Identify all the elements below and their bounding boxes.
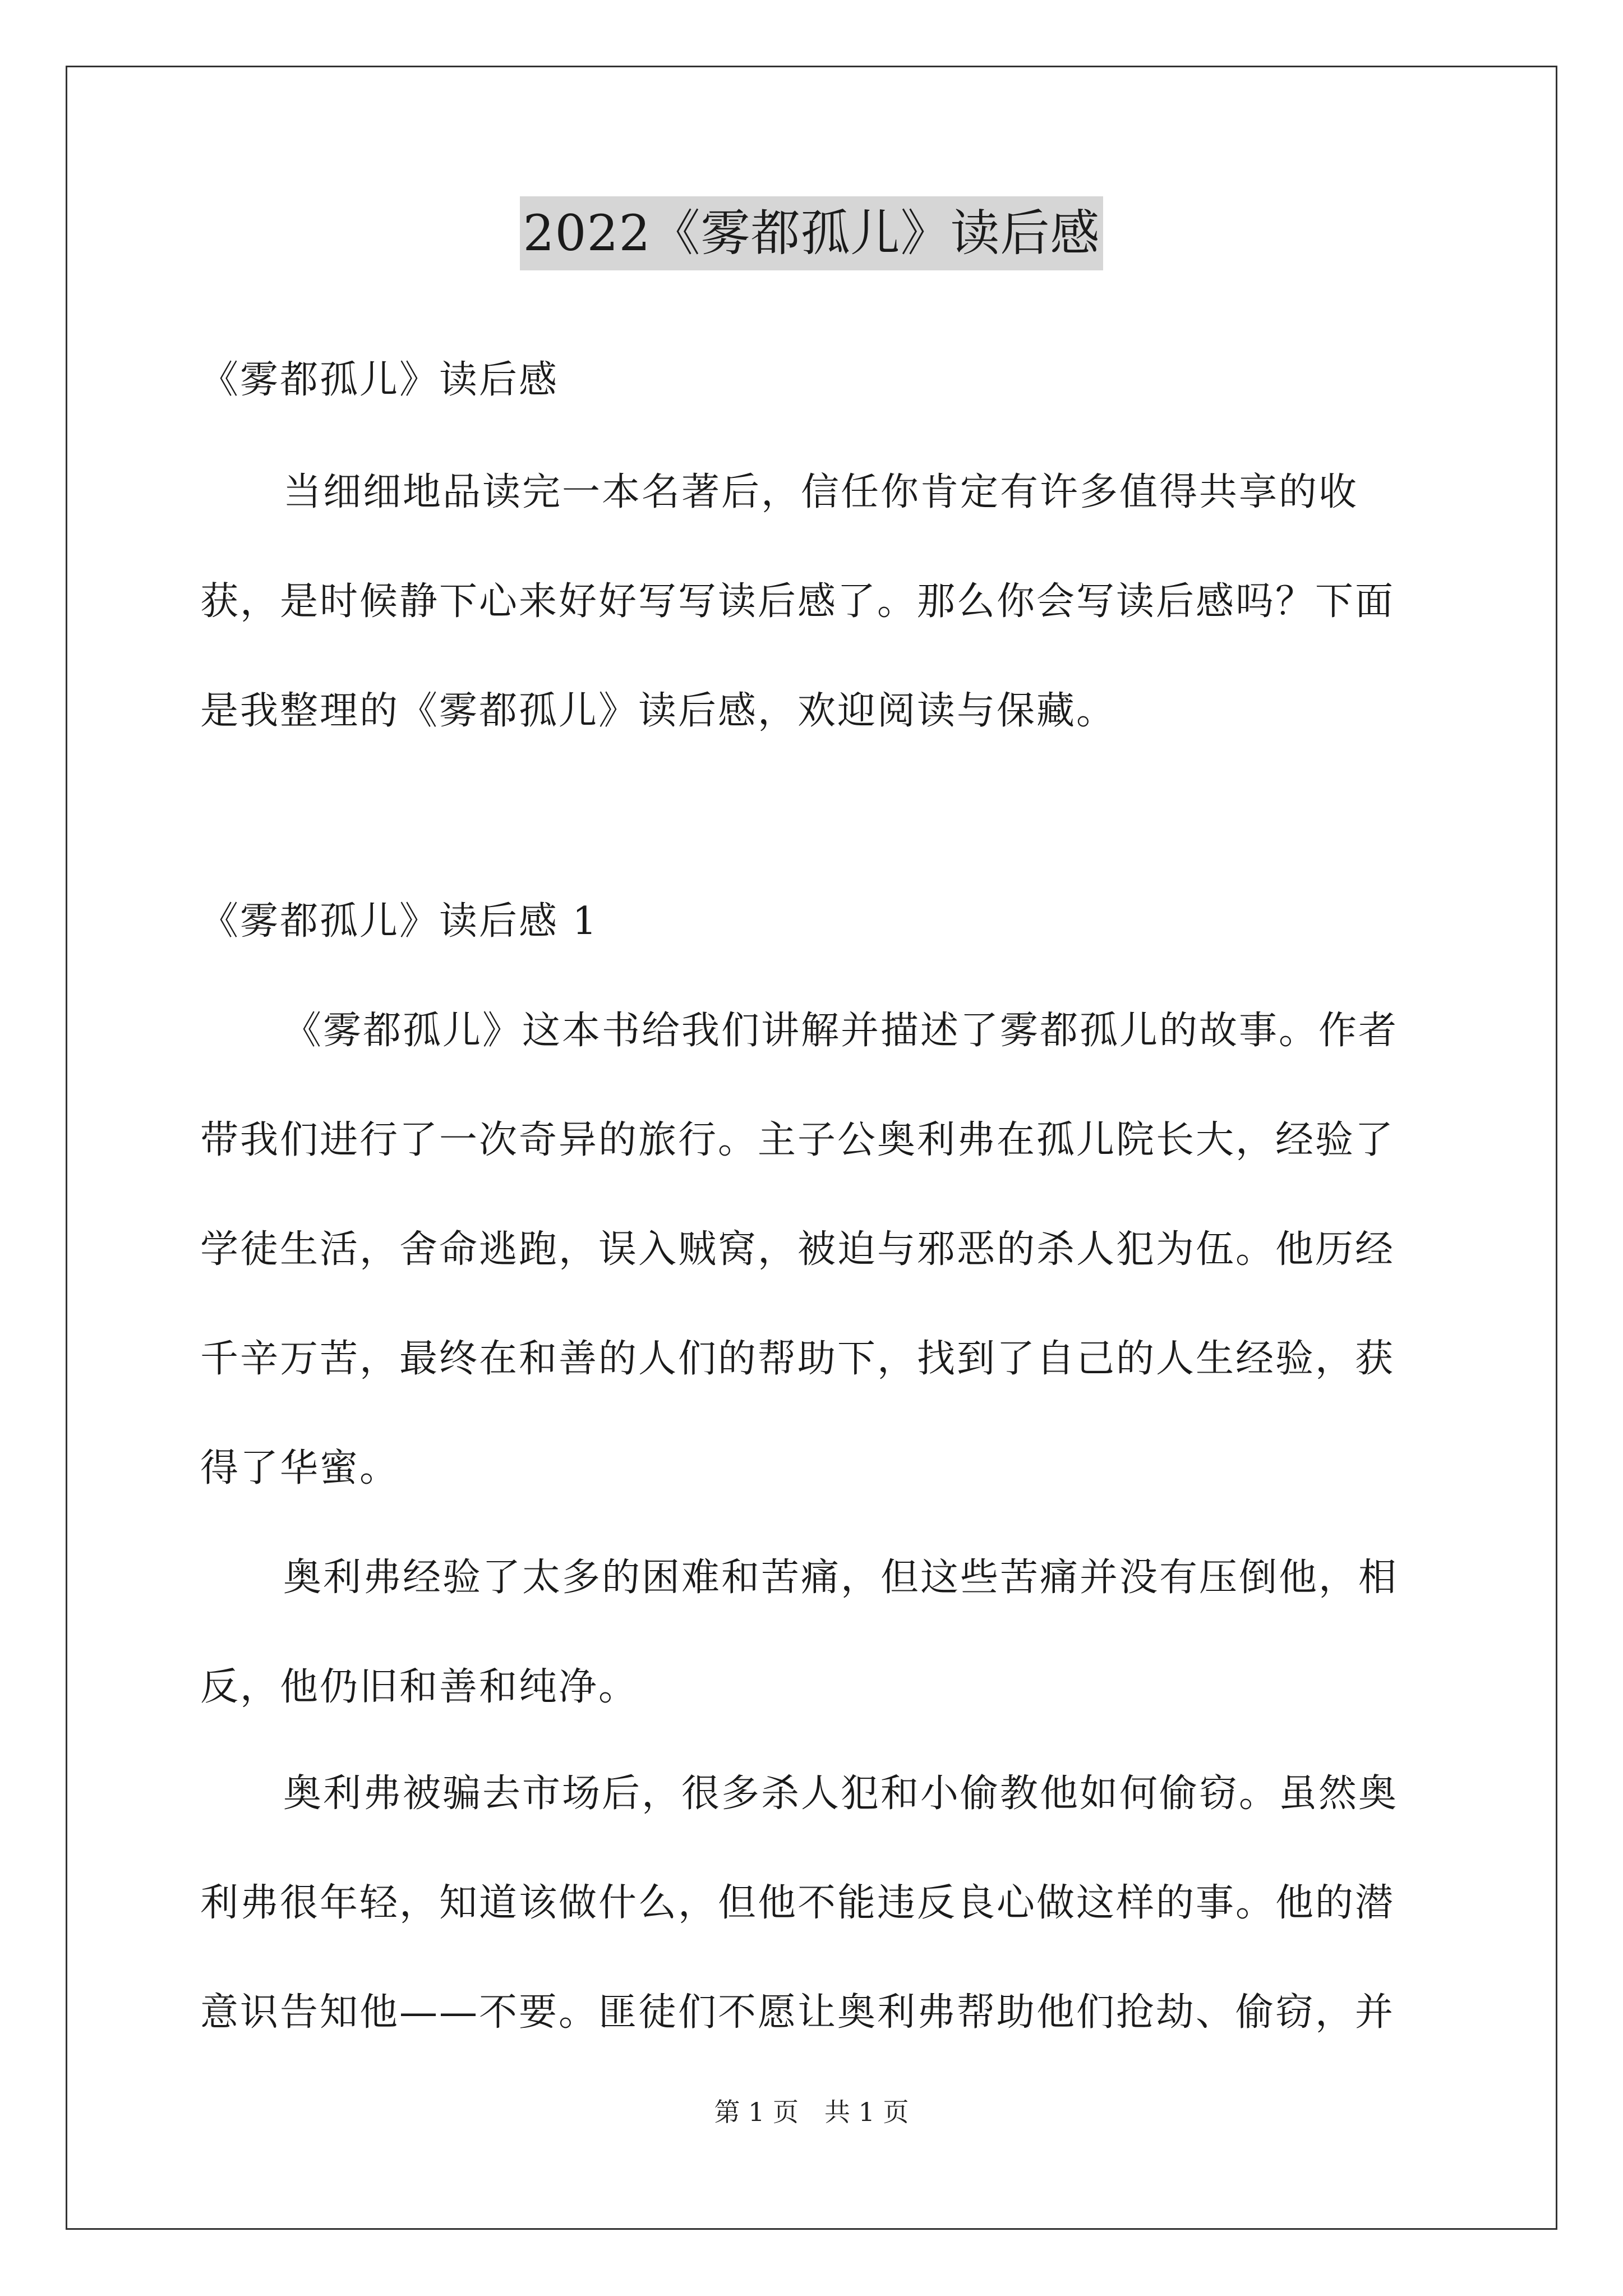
document-subtitle: 《雾都孤儿》读后感 — [200, 358, 559, 402]
page-footer: 第 1 页 共 1 页 — [714, 2097, 909, 2127]
body-paragraph-1: 《雾都孤儿》这本书给我们讲解并描述了雾都孤儿的故事。作者带我们进行了一次奇异的旅行。主子公奥利弗在孤儿院长大，经验了学徒生活，舍命逃跑，误入贼窝，被迫与邪恶的杀人犯为伍。他历经千辛万苦，最终在和善的人们的帮助下，找到了自己的人生经验，获得了华蜜。 — [200, 1009, 1399, 1490]
title-container — [0, 196, 1623, 270]
section-heading: 《雾都孤儿》读后感 1 — [200, 899, 598, 944]
document-title: 2022《雾都孤儿》读后感 — [520, 196, 1104, 270]
body-paragraph-3: 奥利弗被骗去市场后，很多杀人犯和小偷教他如何偷窃。虽然奥利弗很年轻，知道该做什么，但他不能违反良心做这样的事。他的潜意识告知他——不要。匪徒们不愿让奥利弗帮助他们抢劫、偷窃，并 — [200, 1772, 1399, 2035]
intro-paragraph: 当细细地品读完一本名著后，信任你肯定有许多值得共享的收获，是时候静下心来好好写写读后感了。那么你会写读后感吗？下面是我整理的《雾都孤儿》读后感，欢迎阅读与保藏。 — [200, 470, 1395, 733]
body-paragraph-2: 奥利弗经验了太多的困难和苦痛，但这些苦痛并没有压倒他，相反，他仍旧和善和纯净。 — [200, 1556, 1399, 1709]
